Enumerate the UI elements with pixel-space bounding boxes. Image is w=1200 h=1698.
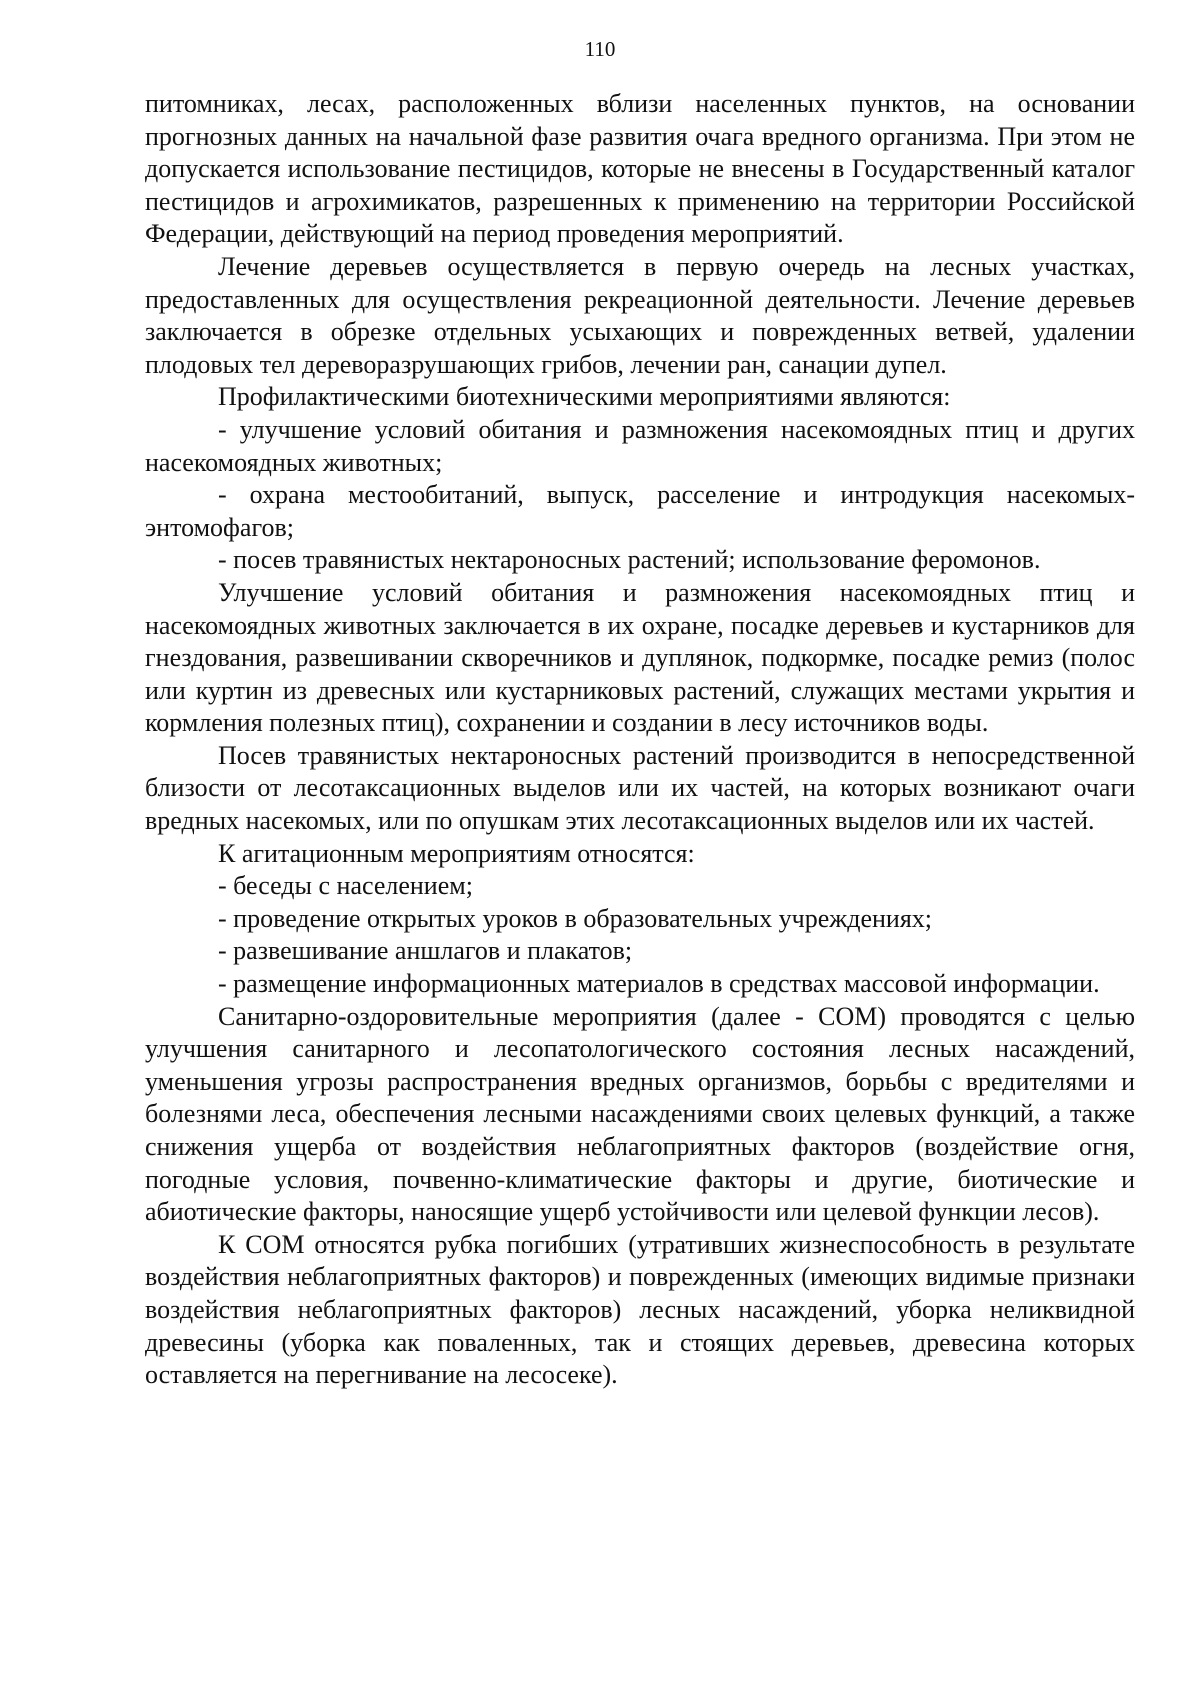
page-number: 110 — [584, 37, 616, 61]
paragraph-som-includes: К СОМ относятся рубка погибших (утративших жизнеспособность в результате воздействия неблагоприятных факторов) и поврежденных (имеющих видимые признаки воздействия неблагоприятных факторов) лесных насаждений, уборка неликвидной древесины (уборка как поваленных, так и стоящих деревьев, древесина которых оставляется на перегнивание на лесосеке). — [145, 1229, 1135, 1390]
paragraph-nectar-sowing: Посев травянистых нектароносных растений производится в непосредственной близости от лесотаксационных выделов или их частей, на которых возникают очаги вредных насекомых, или по опушкам этих лесотаксационных выделов или их частей. — [145, 740, 1135, 836]
paragraph-som-definition: Санитарно-оздоровительные мероприятия (далее - СОМ) проводятся с целью улучшения санитарного и лесопатологического состояния лесных насаждений, уменьшения угрозы распространения вредных организмов, борьбы с вредителями и болезнями леса, обеспечения лесными насаждениями своих целевых функций, а также снижения ущерба от воздействия неблагоприятных факторов (воздействие огня, погодные условия, почвенно-климатические факторы и другие, биотические и абиотические факторы, наносящие ущерб устойчивости или целевой функции лесов). — [145, 1001, 1135, 1227]
paragraph-tree-treatment: Лечение деревьев осуществляется в первую очередь на лесных участках, предоставленных для осуществления рекреационной деятельности. Лечение деревьев заключается в обрезке отдельных усыхающих и поврежденных ветвей, удалении плодовых тел дереворазрушающих грибов, лечении ран, санации дупел. — [145, 251, 1135, 379]
list-item-entomophages: - охрана местообитаний, выпуск, расселение и интродукция насекомых-энтомофагов; — [145, 480, 1135, 542]
list-item-posters: - развешивание аншлагов и плакатов; — [218, 936, 633, 966]
body-text — [145, 88, 1135, 1392]
list-item-bird-habitat: - улучшение условий обитания и размножения насекомоядных птиц и других насекомоядных животных; — [145, 414, 1135, 477]
paragraph-continuation: питомниках, лесах, расположенных вблизи населенных пунктов, на основании прогнозных данных на начальной фазе развития очага вредного организма. При этом не допускается использование пестицидов, которые не внесены в Государственный каталог пестицидов и агрохимикатов, разрешенных к применению на территории Российской Федерации, действующий на период проведения мероприятий. — [145, 89, 1135, 249]
list-item-mass-media: - размещение информационных материалов в средствах массовой информации. — [218, 969, 1100, 999]
paragraph-agitation-intro: К агитационным мероприятиям относятся: — [218, 838, 695, 868]
list-item-nectar-plants: - посев травянистых нектароносных растений; использование феромонов. — [218, 545, 1041, 575]
paragraph-biotechnical-intro: Профилактическими биотехническими мероприятиями являются: — [218, 382, 951, 412]
list-item-open-lessons: - проведение открытых уроков в образовательных учреждениях; — [218, 903, 933, 933]
paragraph-habitat-improvement: Улучшение условий обитания и размножения насекомоядных птиц и насекомоядных животных заключается в их охране, посадке деревьев и кустарников для гнездования, развешивании скворечников и дуплянок, подкормке, посадке ремиз (полос или куртин из древесных или кустарниковых растений, служащих местами укрытия и кормления полезных птиц), сохранении и создании в лесу источников воды. — [145, 577, 1135, 738]
list-item-conversations: - беседы с населением; — [218, 871, 473, 901]
